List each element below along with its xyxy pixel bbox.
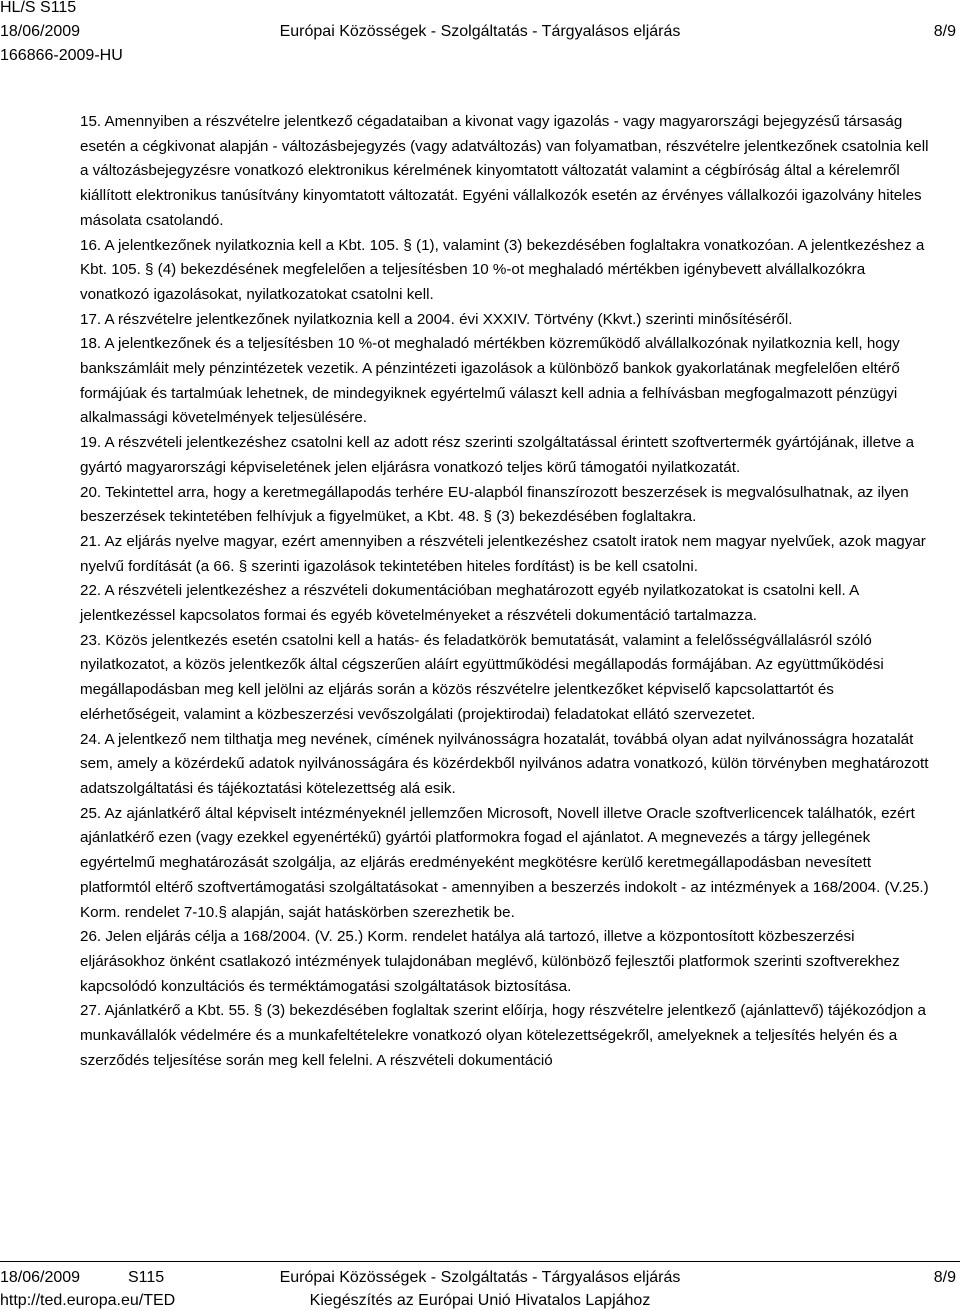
paragraph-24: 24. A jelentkező nem tilthatja meg nevének, címének nyilvánosságra hozatalát, továbbá olyan adat nyilvánosságra hozatalát sem, amely a közérdekű adatok nyilvánosságára és közérdekből nyilvános adatra vonatkozó, külön törvényben meghatározott adatszolgáltatási és tájékoztatási kötelezettség alá esik.: [80, 730, 929, 797]
header-id: HL/S S115: [0, 0, 77, 16]
document-body: [80, 110, 930, 1073]
paragraph-17: 17. A részvételre jelentkezőnek nyilatkoznia kell a 2004. évi XXXIV. Törtvény (Kkvt.) szerinti minősítéséről.: [80, 310, 793, 328]
header-page: 8/9: [933, 23, 956, 40]
paragraph-20: 20. Tekintettel arra, hogy a keretmegállapodás terhére EU-alapból finanszírozott beszerzések is megvalósulhatnak, az ilyen beszerzések tekintetében felhívjuk a figyelmüket, a Kbt. 48. § (3) bekezdésében foglaltakra.: [80, 483, 909, 526]
header-title: Európai Közösségek - Szolgáltatás - Tárgyalásos eljárás: [279, 23, 681, 40]
footer-subtitle: Kiegészítés az Európai Unió Hivatalos Lapjához: [309, 1292, 651, 1309]
footer-url[interactable]: http://ted.europa.eu/TED: [0, 1292, 176, 1309]
header-doc-no: 166866-2009-HU: [0, 47, 123, 64]
paragraph-26: 26. Jelen eljárás célja a 168/2004. (V. 25.) Korm. rendelet hatálya alá tartozó, illetve a központosított közbeszerzési eljárásokhoz önként csatlakozó intézmények tulajdonában meglévő, különböző fejlesztői platformok szerinti szoftverekhez kapcsolódó konzultációs és terméktámogatási szolgáltatások biztosítása.: [80, 928, 900, 995]
paragraph-19: 19. A részvételi jelentkezéshez csatolni kell az adott rész szerinti szolgáltatással érintett szoftvertermék gyártójának, illetve a gyártó magyarországi képviseletének jelen eljárásra vonatkozó teljes körű támogatói nyilatkozatát.: [80, 434, 915, 476]
paragraph-16: 16. A jelentkezőnek nyilatkoznia kell a Kbt. 105. § (1), valamint (3) bekezdésében foglaltakra vonatkozóan. A jelentkezéshez a Kbt. 105. § (4) bekezdésének megfelelően a teljesítésben 10 %-ot meghaladó mértékben igénybevett alvállalkozókra vonatkozó igazolásokat, nyilatkozatokat csatolni kell.: [80, 236, 925, 303]
paragraph-18: 18. A jelentkezőnek és a teljesítésben 10 %-ot meghaladó mértékben közreműködő alvállalkozónak nyilatkoznia kell, hogy bankszámláit mely pénzintézetek vezetik. A pénzintézeti igazolások a különböző bankok gyakorlatának megfelelően eltérő formájúak és tartalmúak lehetnek, de mindegyiknek egyértelmű választ kell adnia a felhívásban megfogalmazott pénzügyi alkalmassági követelmények teljesülésére.: [80, 335, 900, 427]
paragraph-15: 15. Amennyiben a részvételre jelentkező cégadataiban a kivonat vagy igazolás - vagy magyarországi bejegyzésű társaság esetén a cégkivonat alapján - változásbejegyzés (vagy adatváltozás) van folyamatban, részvételre jelentkezőnek csatolnia kell a változásbejegyzésre vonatkozó elektronikus kérelmének kinyomtatott változatát valamint a cégbíróság által a kérelemről kiállított elektronikus tanúsítvány kinyomtatott változatát. Egyéni vállalkozók esetén az érvényes vállalkozói igazolvány hiteles másolata csatolandó.: [80, 113, 929, 229]
paragraph-22: 22. A részvételi jelentkezéshez a részvételi dokumentációban meghatározott egyéb nyilatkozatokat is csatolni kell. A jelentkezéssel kapcsolatos formai és egyéb követelményeket a részvételi dokumentáció tartalmazza.: [80, 582, 859, 625]
footer-date: 18/06/2009: [0, 1269, 81, 1286]
header-date: 18/06/2009: [0, 23, 81, 40]
paragraph-25: 25. Az ajánlatkérő által képviselt intézményeknél jellemzően Microsoft, Novell illetve Oracle szoftverlicencek találhatók, ezért ajánlatkérő ezen (vagy ezekkel egyenértékű) gyártói platformokra fogad el ajánlatot. A megnevezés a tárgy jellegének egyértelmű meghatározását szolgálja, az eljárás eredményeként megkötésre kerülő keretmegállapodásban nevesített platformtól eltérő szoftvertámogatási szolgáltatásokat - amennyiben a beszerzés indokolt - az intézmények a 168/2004. (V.25.) Korm. rendelet 7-10.§ alapján, saját hatáskörben szerezhetik be.: [80, 804, 929, 921]
footer-series: S115: [128, 1269, 165, 1286]
footer-title: Európai Közösségek - Szolgáltatás - Tárgyalásos eljárás: [279, 1269, 681, 1286]
paragraph-21: 21. Az eljárás nyelve magyar, ezért amennyiben a részvételi jelentkezéshez csatolt iratok nem magyar nyelvűek, azok magyar nyelvű fordítását (a 66. § szerinti igazolások tekintetében hiteles fordítást) is be kell csatolni.: [80, 532, 926, 575]
footer-divider: [0, 1261, 960, 1262]
paragraph-23: 23. Közös jelentkezés esetén csatolni kell a hatás- és feladatkörök bemutatását, valamint a felelősségvállalásról szóló nyilatkozatot, a közös jelentkezők által cégszerűen aláírt együttműködési megállapodás formájában. Az együttműködési megállapodásban meg kell jelölni az eljárás során a közös részvételre jelentkezőket képviselő kapcsolattartót és elérhetőségeit, valamint a közbeszerzési vevőszolgálati (projektirodai) feladatokat ellátó szervezetet.: [80, 631, 884, 723]
paragraph-27: 27. Ajánlatkérő a Kbt. 55. § (3) bekezdésében foglaltak szerint előírja, hogy részvételre jelentkező (ajánlattevő) tájékozódjon a munkavállalók védelmére és a munkafeltételekre vonatkozó olyan kötelezettségekről, amelyeknek a teljesítés helyén és a szerződés teljesítése során meg kell felelni. A részvételi dokumentáció: [80, 1002, 926, 1069]
footer-page: 8/9: [933, 1269, 956, 1286]
